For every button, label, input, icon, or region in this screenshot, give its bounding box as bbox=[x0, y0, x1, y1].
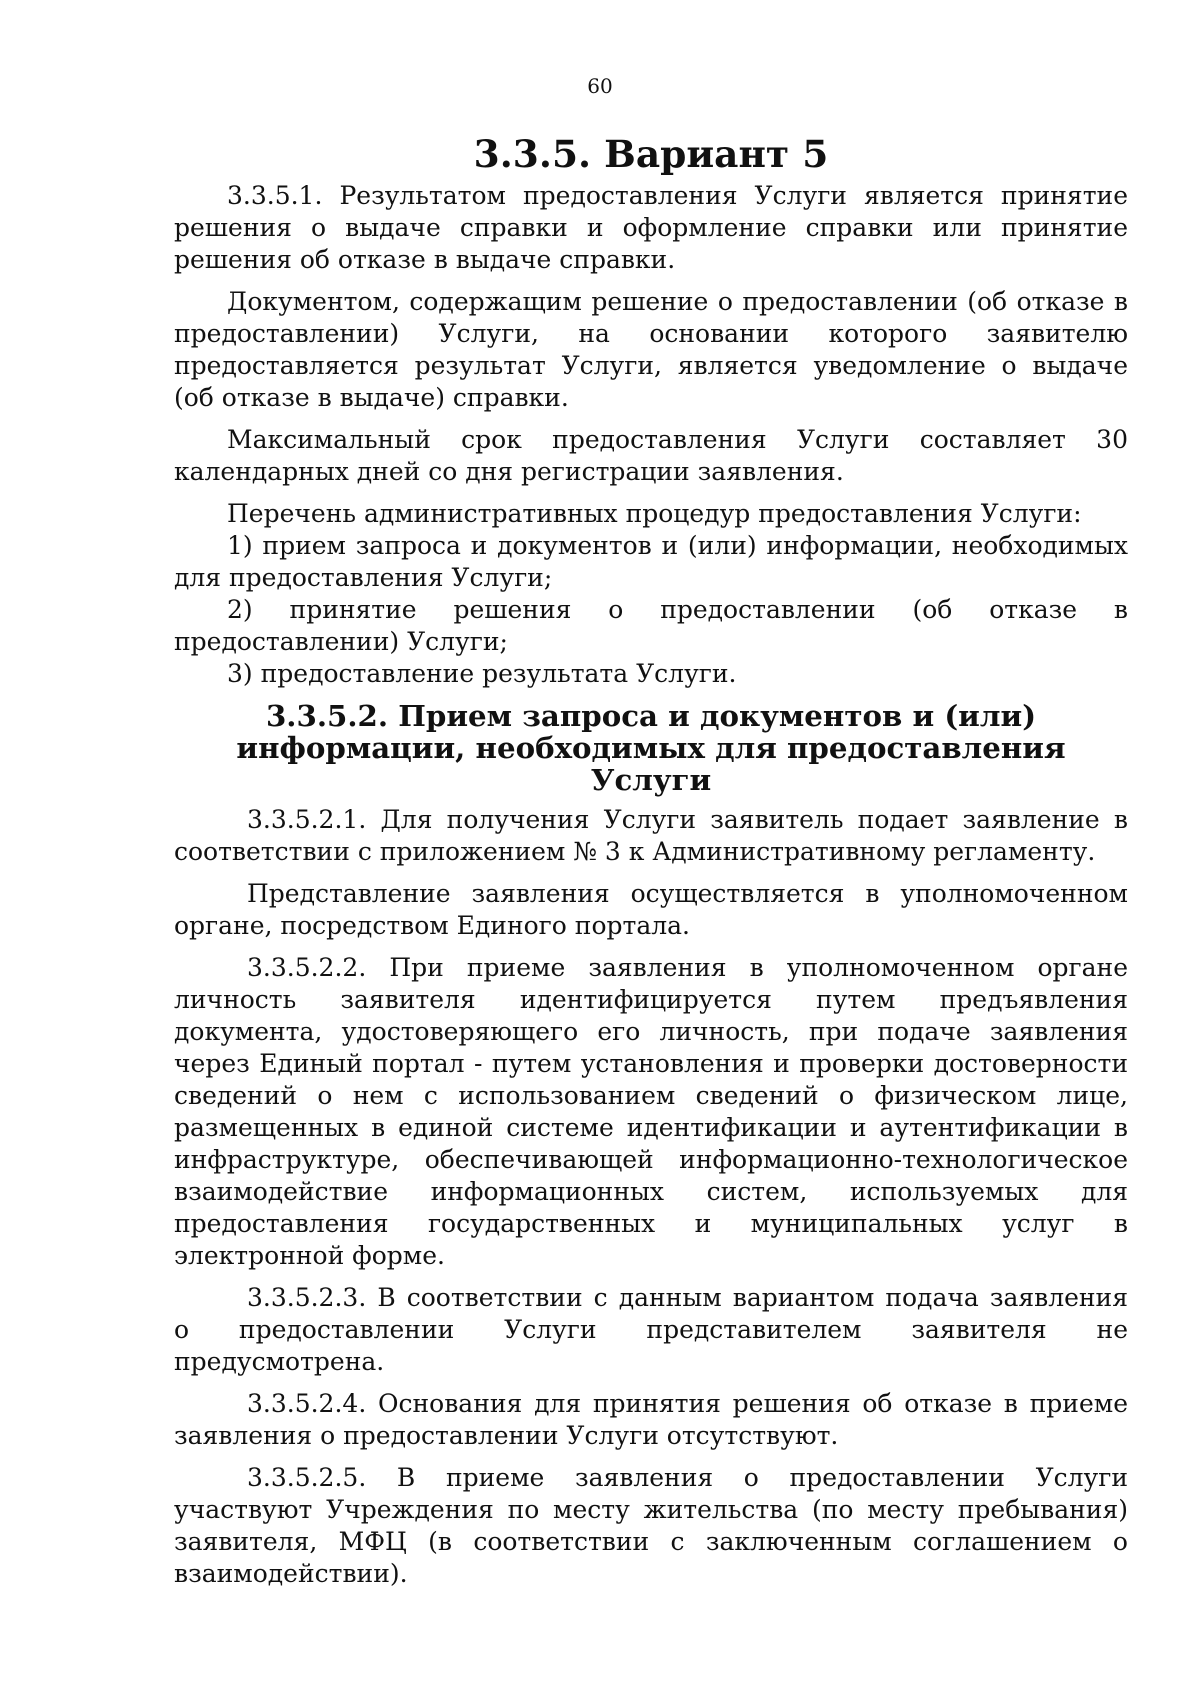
subsection-heading: 3.3.5.2. Прием запроса и документов и (или) информации, необходимых для предоставления Услуги bbox=[236, 699, 1066, 797]
page-number: 60 bbox=[587, 74, 613, 98]
paragraph-identification: 3.3.5.2.2. При приеме заявления в уполномоченном органе личность заявителя идентифицируется путем предъявления документа, удостоверяющего его личность, при подаче заявления через Единый портал - путем установления и проверки достоверности сведений о нем с использованием сведений о физическом лице, размещенных в единой системе идентификации и аутентификации в инфраструктуре, обеспечивающей информационно-технологическое взаимодействие информационных систем, используемых для предоставления государственных и муниципальных услуг в электронной форме. bbox=[174, 953, 1128, 1270]
paragraph-max-term: Максимальный срок предоставления Услуги составляет 30 календарных дней со дня регистрации заявления. bbox=[174, 425, 1128, 486]
paragraph-refusal-grounds: 3.3.5.2.4. Основания для принятия решения об отказе в приеме заявления о предоставлении Услуги отсутствуют. bbox=[174, 1389, 1128, 1450]
paragraph-participants: 3.3.5.2.5. В приеме заявления о предоставлении Услуги участвуют Учреждения по месту жительства (по месту пребывания) заявителя, МФЦ (в соответствии с заключенным соглашением о взаимодействии). bbox=[174, 1463, 1128, 1588]
page-content bbox=[174, 132, 1128, 1600]
procedure-item: 1) прием запроса и документов и (или) информации, необходимых для предоставления Услуги; bbox=[174, 531, 1128, 592]
section-heading: 3.3.5. Вариант 5 bbox=[473, 132, 829, 176]
procedure-item: 2) принятие решения о предоставлении (об отказе в предоставлении) Услуги; bbox=[174, 595, 1128, 656]
procedures-list bbox=[174, 498, 1128, 690]
paragraph-application-submission: 3.3.5.2.1. Для получения Услуги заявитель подает заявление в соответствии с приложением № 3 к Административному регламенту. bbox=[174, 805, 1128, 866]
paragraph-application-channel: Представление заявления осуществляется в уполномоченном органе, посредством Единого портала. bbox=[174, 879, 1128, 940]
paragraph-result: 3.3.5.1. Результатом предоставления Услуги является принятие решения о выдаче справки и оформление справки или принятие решения об отказе в выдаче справки. bbox=[174, 181, 1128, 274]
paragraph-decision-document: Документом, содержащим решение о предоставлении (об отказе в предоставлении) Услуги, на основании которого заявителю предоставляется результат Услуги, является уведомление о выдаче (об отказе в выдаче) справки. bbox=[174, 287, 1128, 412]
paragraph-representative: 3.3.5.2.3. В соответствии с данным вариантом подача заявления о предоставлении Услуги представителем заявителя не предусмотрена. bbox=[174, 1283, 1128, 1376]
procedures-intro: Перечень административных процедур предоставления Услуги: bbox=[227, 499, 1082, 528]
procedure-item: 3) предоставление результата Услуги. bbox=[227, 659, 737, 688]
